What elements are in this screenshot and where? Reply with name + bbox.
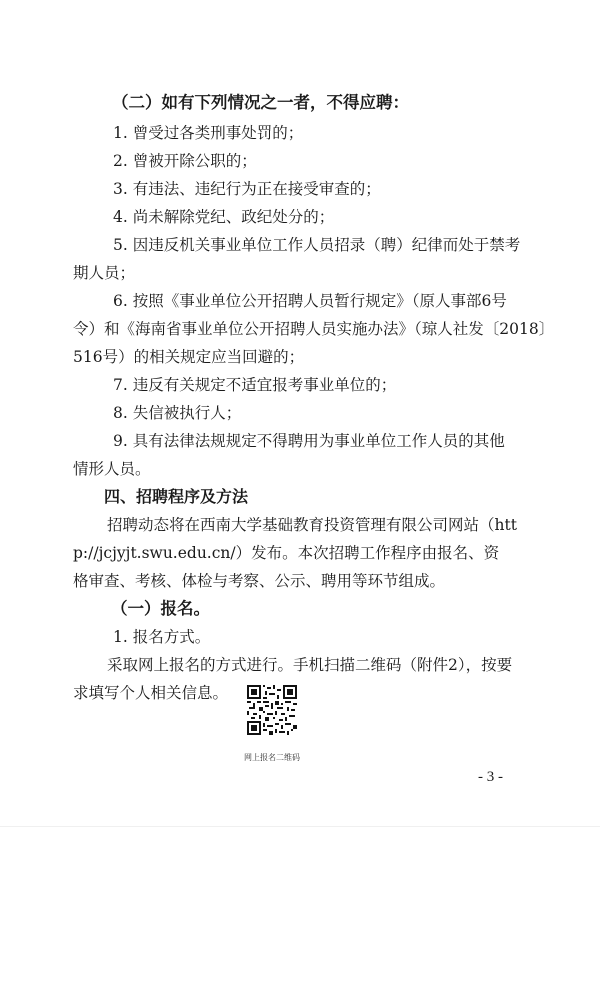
list-item: 期人员；: [73, 264, 136, 282]
list-item: 4. 尚未解除党纪、政纪处分的；: [113, 208, 335, 226]
paragraph-line: 招聘动态将在西南大学基础教育投资管理有限公司网站（htt: [107, 516, 517, 534]
list-item: 令）和《海南省事业单位公开招聘人员实施办法》（琼人社发〔2018〕: [73, 320, 555, 338]
paragraph-line: 采取网上报名的方式进行。手机扫描二维码（附件2），按要: [107, 656, 513, 674]
list-item: 5. 因违反机关事业单位工作人员招录（聘）纪律而处于禁考: [113, 236, 521, 254]
qr-code-icon: [247, 685, 297, 735]
section-heading: （二）如有下列情况之一者，不得应聘：: [112, 93, 409, 112]
paragraph-line: p://jcjyjt.swu.edu.cn/）发布。本次招聘工作程序由报名、资: [73, 544, 500, 562]
qr-code: [247, 685, 297, 735]
paragraph-line: 求填写个人相关信息。: [73, 684, 229, 702]
paragraph-line: 格审查、考核、体检与考察、公示、聘用等环节组成。: [73, 572, 446, 590]
page-bottom-margin: [0, 826, 600, 989]
qr-caption: 网上报名二维码: [244, 753, 300, 762]
page-number: - 3 -: [478, 769, 503, 785]
list-item: 3. 有违法、违纪行为正在接受审查的；: [113, 180, 381, 198]
list-item: 516号）的相关规定应当回避的；: [73, 348, 305, 366]
list-item: 8. 失信被执行人；: [113, 404, 242, 422]
list-item: 6. 按照《事业单位公开招聘人员暂行规定》（原人事部6号: [113, 292, 507, 310]
sub-item: 1. 报名方式。: [113, 628, 211, 646]
sub-heading: （一）报名。: [111, 599, 210, 618]
list-item: 7. 违反有关规定不适宜报考事业单位的；: [113, 376, 397, 394]
list-item: 9. 具有法律法规规定不得聘用为事业单位工作人员的其他: [113, 432, 505, 450]
list-item: 1. 曾受过各类刑事处罚的；: [113, 124, 304, 142]
chapter-heading: 四、招聘程序及方法: [104, 487, 249, 506]
list-item: 情形人员。: [73, 460, 151, 478]
list-item: 2. 曾被开除公职的；: [113, 152, 257, 170]
